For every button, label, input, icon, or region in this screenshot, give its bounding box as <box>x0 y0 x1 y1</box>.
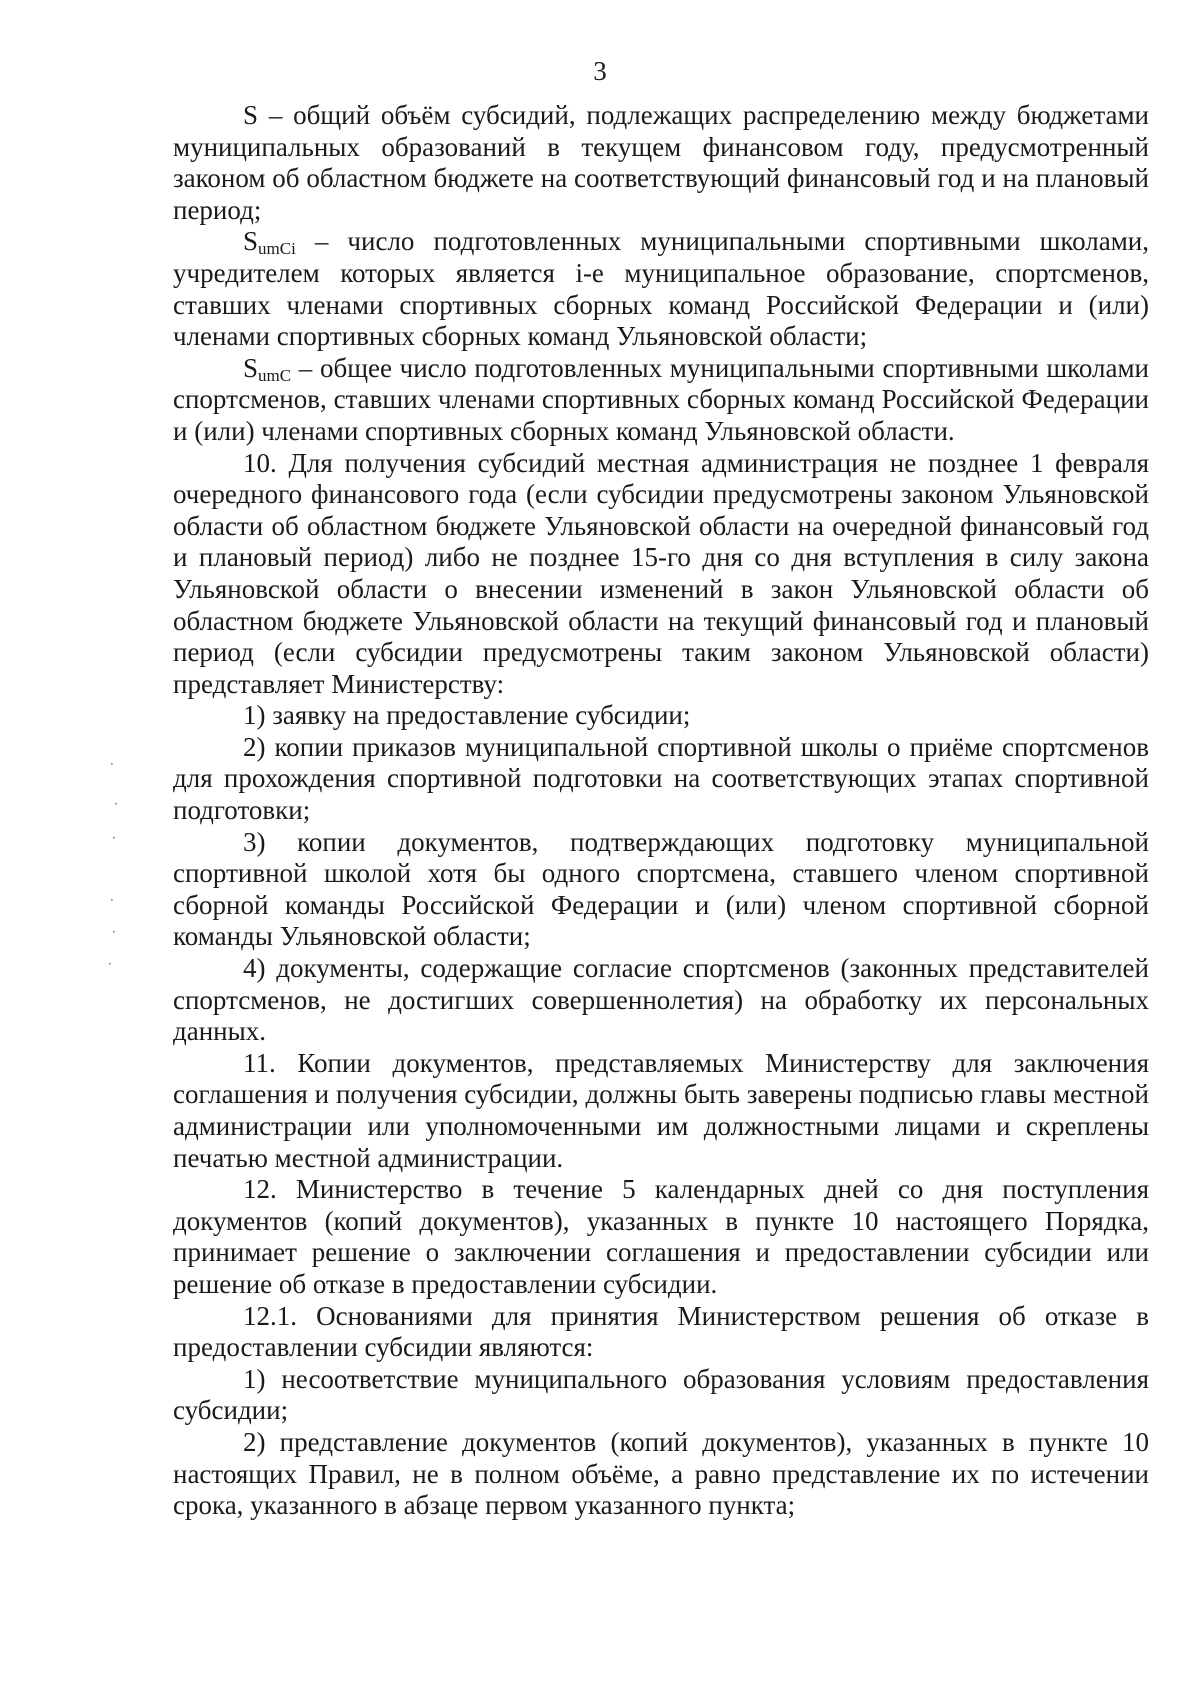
definition-text: – общий объём субсидий, подлежащих распределению между бюджетами муниципальных образований в текущем финансовом году, предусмотренный законом об областном бюджете на соответствующий финансовый год и на плановый период; <box>173 100 1149 225</box>
scan-speck: · <box>112 925 116 939</box>
scan-speck: · <box>114 797 118 811</box>
symbol: S <box>243 100 259 130</box>
clause-10-item-1: 1) заявку на предоставление субсидии; <box>243 700 691 731</box>
scan-speck: · <box>108 957 112 971</box>
clause-12-1: 12.1. Основаниями для принятия Министерством решения об отказе в предоставлении субсидии являются: <box>173 1300 1149 1363</box>
definition-sumc <box>173 353 1149 448</box>
definition-sumci <box>173 226 1149 352</box>
scan-speck: · <box>110 757 114 771</box>
symbol-subscript: umCi <box>258 239 296 259</box>
clause-12-1-item-2: 2) представление документов (копий документов), указанных в пункте 10 настоящих Правил, не в полном объёме, а равно представление их по истечении срока, указанного в абзаце первом указанного пункта; <box>173 1426 1149 1521</box>
clause-10-item-2: 2) копии приказов муниципальной спортивной школы о приёме спортсменов для прохождения спортивной подготовки на соответствующих этапах спортивной подготовки; <box>173 731 1149 826</box>
page-number: 3 <box>593 56 607 86</box>
definition-text: – число подготовленных муниципальными спортивными школами, учредителем которых является i-е муниципальное образование, спортсменов, ставших членами спортивных сборных команд Российской Федерации и (или) членами спортивных сборных команд Ульяновской области; <box>173 226 1149 352</box>
document-body <box>173 100 1149 1522</box>
clause-12: 12. Министерство в течение 5 календарных дней со дня поступления документов (копий документов), указанных в пункте 10 настоящего Порядка, принимает решение о заключении соглашения и предоставлении субсидии или решение об отказе в предоставлении субсидии. <box>173 1174 1149 1299</box>
definition-text: – общее число подготовленных муниципальными спортивными школами спортсменов, ставших членами спортивных сборных команд Российской Федерации и (или) членами спортивных сборных команд Ульяновской области. <box>173 352 1149 446</box>
clause-10-item-4: 4) документы, содержащие согласие спортсменов (законных представителей спортсменов, не достигших совершеннолетия) на обработку их персональных данных. <box>173 953 1149 1047</box>
symbol: S <box>243 226 259 257</box>
clause-12-1-item-1: 1) несоответствие муниципального образования условиям предоставления субсидии; <box>173 1363 1149 1426</box>
scan-speck: · <box>112 831 116 845</box>
symbol: S <box>243 352 259 383</box>
clause-11: 11. Копии документов, представляемых Министерству для заключения соглашения и получения субсидии, должны быть заверены подписью главы местной администрации или уполномоченными им должностными лицами и скреплены печатью местной администрации. <box>173 1047 1149 1173</box>
scan-speck: · <box>110 893 114 907</box>
clause-10-item-3: 3) копии документов, подтверждающих подготовку муниципальной спортивной школой хотя бы одного спортсмена, ставшего членом спортивной сборной команды Российской Федерации и (или) членом спортивной сборной команды Ульяновской области; <box>173 826 1149 952</box>
clause-10: 10. Для получения субсидий местная администрация не позднее 1 февраля очередного финансового года (если субсидии предусмотрены законом Ульяновской области об областном бюджете Ульяновской области на очередной финансовый год и плановый период) либо не позднее 15-го дня со дня вступления в силу закона Ульяновской области о внесении изменений в закон Ульяновской области об областном бюджете Ульяновской области на текущий финансовый год и плановый период (если субсидии предусмотрены таким законом Ульяновской области) представляет Министерству: <box>173 447 1149 699</box>
symbol-subscript: umC <box>258 365 292 385</box>
definition-s <box>173 100 1149 226</box>
